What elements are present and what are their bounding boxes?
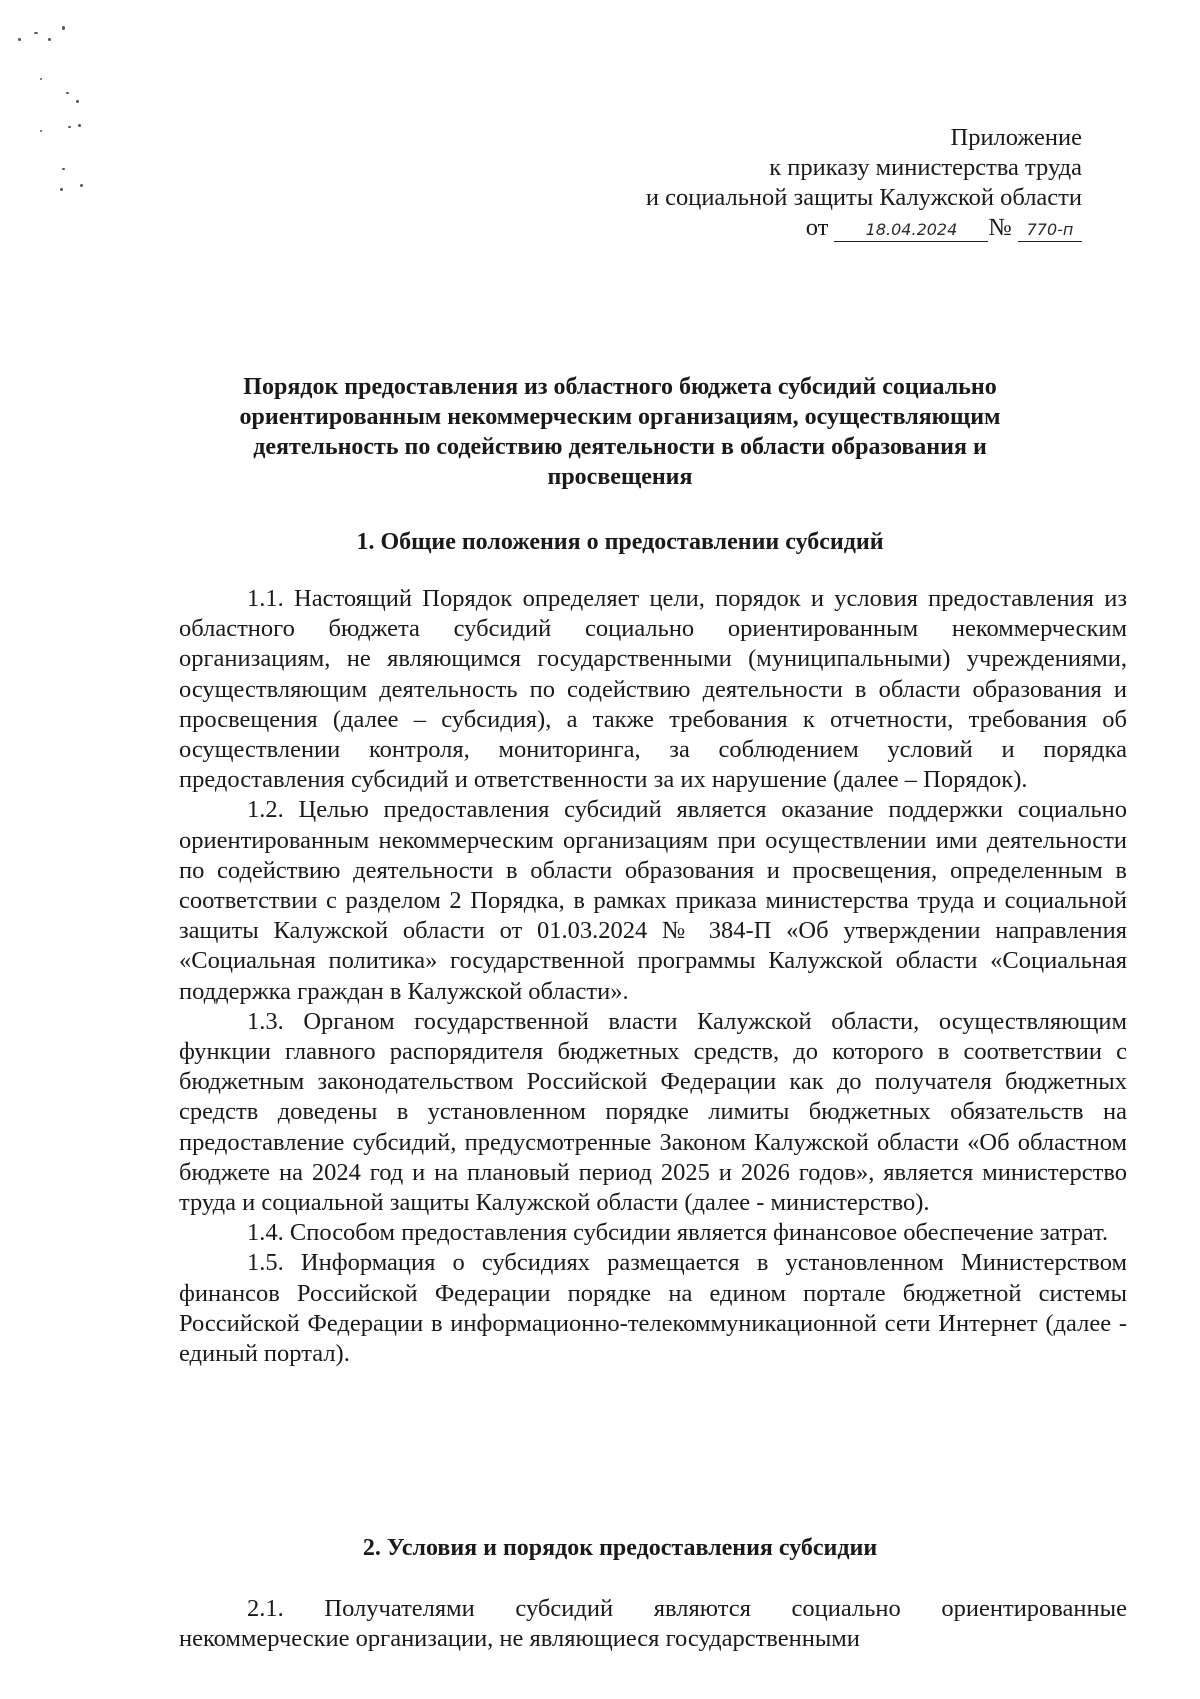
paragraph-1-3: 1.3. Органом государственной власти Калужской области, осуществляющим функции главного распорядителя бюджетных средств, до которого в соответствии с бюджетным законодательством Российской Федерации как до получателя бюджетных средств доведены в установленном порядке лимиты бюджетных обязательств на предоставление субсидий, предусмотренные Законом Калужской области «Об областном бюджете на 2024 год и на плановый период 2025 и 2026 годов», является министерство труда и социальной защиты Калужской области (далее - министерство). (179, 1007, 1127, 1217)
handwritten-date: 18.04.2024 (834, 219, 988, 242)
scan-speck (18, 38, 21, 41)
scan-speck (68, 126, 71, 128)
header-line-order: к приказу министерства труда (769, 154, 1082, 181)
scan-speck (66, 92, 69, 94)
scan-speck (76, 100, 79, 103)
handwritten-number: 770-п (1018, 219, 1082, 242)
header-line-ministry: и социальной защиты Калужской области (645, 184, 1082, 211)
scan-speck (40, 78, 42, 80)
date-prefix: от (805, 214, 829, 241)
header-line-appendix: Приложение (950, 124, 1082, 151)
paragraph-1-4: 1.4. Способом предоставления субсидии является финансовое обеспечение затрат. (247, 1219, 1109, 1247)
document-title: Порядок предоставления из областного бюджета субсидий социально ориентированным некоммерческим организациям, осуществляющим деятельность по содействию деятельности в области образования и просвещения (239, 374, 1001, 490)
section-2-heading: 2. Условия и порядок предоставления субсидии (362, 1535, 878, 1561)
approval-header (646, 123, 1082, 243)
scan-speck (40, 130, 42, 132)
paragraph-1-5: 1.5. Информация о субсидиях размещается в установленном Министерством финансов Российской Федерации порядке на едином портале бюджетной системы Российской Федерации в информационно-телекоммуникационной сети Интернет (далее - единый портал). (179, 1249, 1127, 1368)
number-prefix: № (988, 214, 1012, 241)
paragraph-2-1: 2.1. Получателями субсидий являются социально ориентированные некоммерческие организации, не являющиеся государственными (179, 1595, 1127, 1653)
section-2-body (179, 1594, 1127, 1654)
scan-speck (80, 184, 83, 187)
scan-speck (62, 168, 65, 170)
scan-speck (78, 124, 81, 127)
section-1-body (179, 584, 1127, 1369)
section-1-heading: 1. Общие положения о предоставлении субсидий (356, 529, 884, 555)
scan-speck (62, 26, 65, 30)
scan-speck (60, 188, 63, 191)
scan-speck (48, 38, 51, 41)
header-line-date-number (646, 213, 1082, 243)
scan-speck (34, 32, 38, 34)
paragraph-1-2: 1.2. Целью предоставления субсидий является оказание поддержки социально ориентированным некоммерческим организациям при осуществлении ими деятельности по содействию деятельности в области образования и просвещения, определенным в соответствии с разделом 2 Порядка, в рамках приказа министерства труда и социальной защиты Калужской области от 01.03.2024 № 384-П «Об утверждении направления «Социальная политика» государственной программы Калужской области «Социальная поддержка граждан в Калужской области». (179, 796, 1127, 1005)
paragraph-1-1: 1.1. Настоящий Порядок определяет цели, порядок и условия предоставления из областного бюджета субсидий социально ориентированным некоммерческим организациям, не являющимся государственными (муниципальными) учреждениями, осуществляющим деятельность по содействию деятельности в области образования и просвещения (далее – субсидия), а также требования к отчетности, требования об осуществлении контроля, мониторинга, за соблюдением условий и порядка предоставления субсидий и ответственности за их нарушение (далее – Порядок). (179, 585, 1127, 794)
